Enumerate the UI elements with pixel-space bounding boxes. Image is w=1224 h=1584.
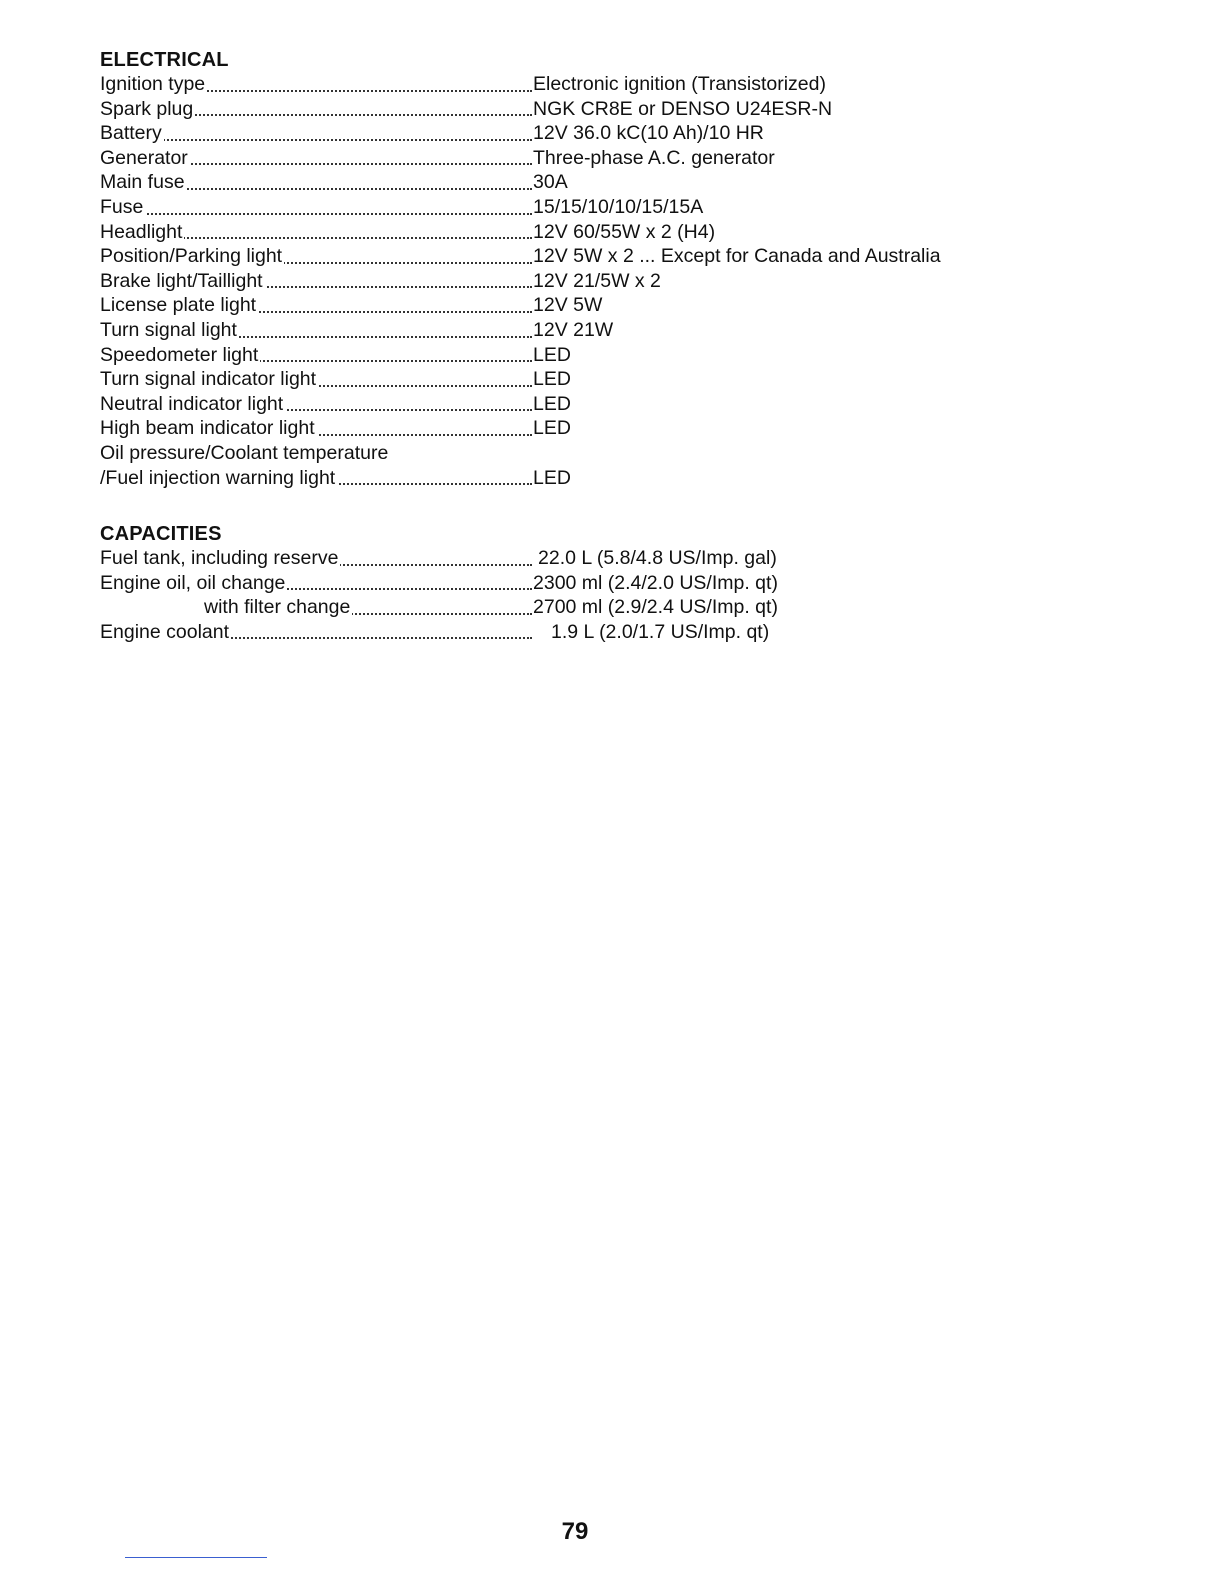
spec-label: Brake light/Taillight [100, 269, 263, 292]
spec-value: LED [533, 417, 571, 440]
spec-value: 1.9 L (2.0/1.7 US/Imp. qt) [551, 620, 770, 643]
spec-label: Engine coolant [100, 620, 230, 643]
spec-label: Ignition type [100, 73, 206, 95]
spec-row-main-fuse [100, 170, 1100, 195]
spec-value: 12V 5W x 2 ... Except for Canada and Australia [533, 245, 941, 268]
spec-row-fuel-injection-warning [100, 466, 1100, 491]
spec-label: Battery [100, 122, 162, 145]
spec-row-generator [100, 146, 1100, 171]
spec-value: LED [533, 466, 571, 489]
spec-label: Speedometer light [100, 343, 259, 366]
spec-value: 12V 60/55W x 2 (H4) [533, 220, 716, 243]
spec-value: 22.0 L (5.8/4.8 US/Imp. gal) [538, 547, 777, 569]
spec-value: LED [533, 392, 571, 415]
spec-row-fuse [100, 195, 1100, 220]
capacities-section [100, 522, 1100, 644]
spec-value: LED [533, 343, 571, 366]
spec-row-ignition-type [100, 72, 1100, 97]
spec-value: 12V 21W [533, 318, 614, 341]
spec-label: High beam indicator light [100, 417, 315, 440]
spec-value: 2300 ml (2.4/2.0 US/Imp. qt) [533, 571, 778, 594]
spec-label: Position/Parking light [100, 245, 283, 268]
spec-value: 12V 5W [533, 294, 603, 317]
spec-row-brake-taillight [100, 269, 1100, 294]
spec-row-turn-signal-light [100, 318, 1100, 343]
spec-row-spark-plug [100, 97, 1100, 122]
spec-row-position-parking-light [100, 244, 1100, 269]
spec-label: Turn signal indicator light [100, 368, 317, 391]
spec-label: License plate light [100, 294, 257, 317]
spec-value: Three-phase A.C. generator [533, 146, 775, 169]
spec-row-headlight [100, 220, 1100, 245]
spec-label: Spark plug [100, 97, 194, 120]
spec-label: Fuel tank, including reserve [100, 547, 339, 569]
spec-value: NGK CR8E or DENSO U24ESR-N [533, 97, 833, 120]
spec-row-neutral-indicator [100, 392, 1100, 417]
spec-value: 15/15/10/10/15/15A [533, 195, 704, 218]
spec-row-license-plate-light [100, 293, 1100, 318]
spec-row-filter-change [100, 595, 1100, 620]
spec-value: Electronic ignition (Transistorized) [533, 73, 826, 95]
spec-label: with filter change [204, 596, 351, 619]
spec-value: LED [533, 368, 571, 391]
spec-label: Neutral indicator light [100, 392, 284, 415]
spec-row-engine-coolant [100, 620, 1100, 645]
electrical-heading: ELECTRICAL [100, 49, 229, 71]
spec-row-engine-oil-change [100, 571, 1100, 596]
spec-label: Headlight [100, 220, 183, 243]
spec-row-fuel-tank [100, 546, 1100, 571]
footer-rule [125, 1557, 267, 1558]
spec-value: 12V 21/5W x 2 [533, 269, 661, 292]
spec-row-high-beam-indicator [100, 416, 1100, 441]
spec-value: 30A [533, 171, 568, 194]
spec-label: /Fuel injection warning light [100, 466, 336, 489]
spec-label-line1: Oil pressure/Coolant temperature [100, 441, 389, 464]
electrical-section [100, 48, 1100, 490]
spec-value: 2700 ml (2.9/2.4 US/Imp. qt) [533, 596, 778, 619]
spec-label: Engine oil, oil change [100, 571, 286, 594]
spec-row-turn-signal-indicator [100, 367, 1100, 392]
spec-label: Main fuse [100, 171, 185, 194]
spec-label: Fuse [100, 195, 144, 218]
spec-row-battery [100, 121, 1100, 146]
spec-label: Generator [100, 146, 188, 169]
page-number: 79 [561, 1518, 589, 1545]
spec-row-speedometer-light [100, 343, 1100, 368]
capacities-heading: CAPACITIES [100, 523, 222, 545]
spec-value: 12V 36.0 kC(10 Ah)/10 HR [533, 122, 764, 145]
spec-label: Turn signal light [100, 318, 237, 341]
